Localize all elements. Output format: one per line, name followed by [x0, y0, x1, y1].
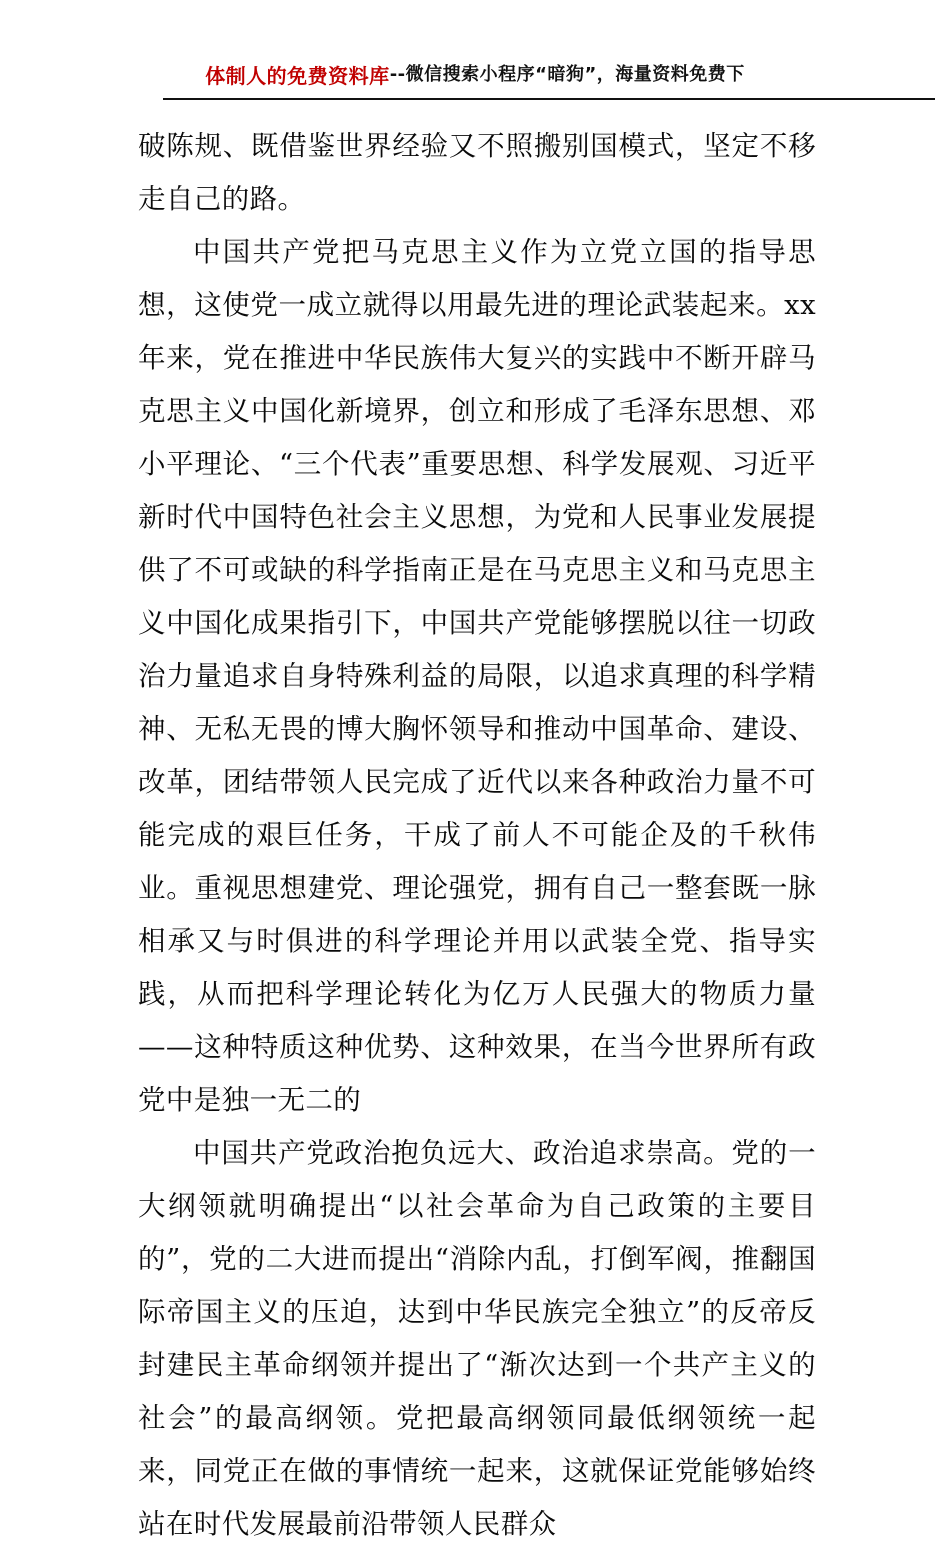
paragraph-2: 中国共产党把马克思主义作为立党立国的指导思想，这使党一成立就得以用最先进的理论武装起来。xx 年来，党在推进中华民族伟大复兴的实践中不断开辟马克思主义中国化新境界，创立和形成了毛泽东思想、邓小平理论、“三个代表”重要思想、科学发展观、习近平新时代中国特色社会主义思想，为党和人民事业发展提供了不可或缺的科学指南正是在马克思主义和马克思主义中国化成果指引下，中国共产党能够摆脱以往一切政治力量追求自身特殊利益的局限，以追求真理的科学精神、无私无畏的博大胸怀领导和推动中国革命、建设、改革，团结带领人民完成了近代以来各种政治力量不可能完成的艰巨任务，干成了前人不可能企及的千秋伟业。重视思想建党、理论强党，拥有自己一整套既一脉相承又与时俱进的科学理论并用以武装全党、指导实践，从而把科学理论转化为亿万人民强大的物质力量——这种特质这种优势、这种效果，在当今世界所有政党中是独一无二的	[138, 236, 816, 1116]
header-divider	[163, 98, 935, 100]
document-body	[138, 120, 816, 1551]
watermark-brand-text: 体制人的免费资料库	[205, 64, 390, 88]
watermark-promo-text: --微信搜索小程序“暗狗”，海量资料免费下	[389, 64, 745, 85]
paragraph-3: 中国共产党政治抱负远大、政治追求崇高。党的一大纲领就明确提出“以社会革命为自己政策的主要目的”，党的二大进而提出“消除内乱，打倒军阀，推翻国际帝国主义的压迫，达到中华民族完全独立”的反帝反封建民主革命纲领并提出了“渐次达到一个共产主义的社会”的最高纲领。党把最高纲领同最低纲领统一起来，同党正在做的事情统一起来，这就保证党能够始终站在时代发展最前沿带领人民群众	[138, 1137, 816, 1540]
paragraph-1: 破陈规、既借鉴世界经验又不照搬别国模式，坚定不移走自己的路。	[138, 130, 816, 215]
